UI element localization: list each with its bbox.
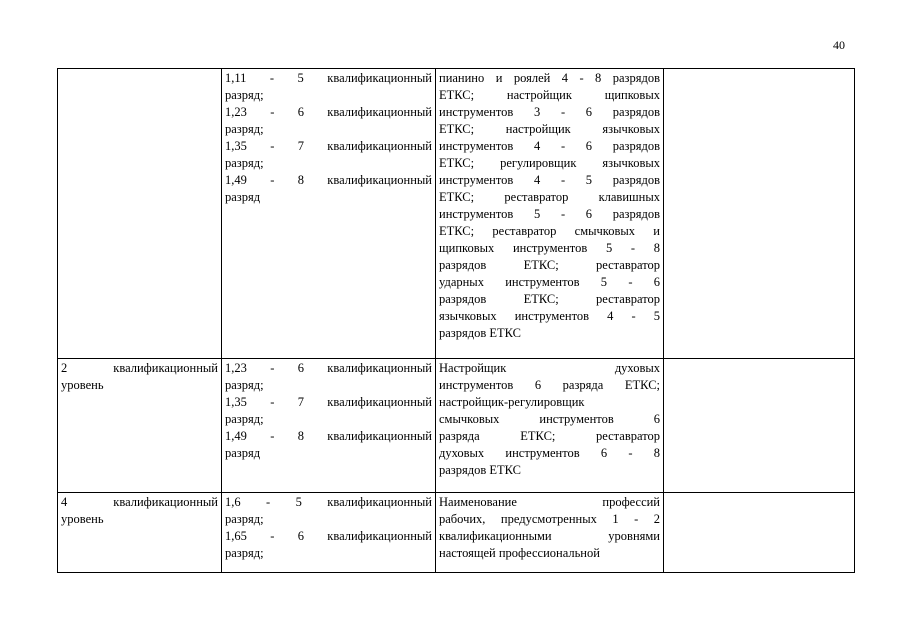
professions-cell: [436, 359, 664, 493]
cell-text-line: 2 квалификационный: [61, 361, 218, 375]
cell-text-line: настоящей профессиональной: [439, 546, 600, 560]
cell-text-line: разрядов ЕТКС: [439, 326, 522, 340]
notes-cell: [664, 359, 855, 493]
salary-ratio-cell: [222, 359, 436, 493]
professions-cell: [436, 493, 664, 573]
cell-text-line: 1,65 - 6 квалификационный: [225, 529, 432, 543]
cell-text-line: разряд;: [225, 546, 264, 560]
cell-text-line: инструментов 5 - 6 разрядов: [439, 207, 660, 221]
cell-text-line: инструментов 4 - 6 разрядов: [439, 139, 660, 153]
cell-text-line: 1,35 - 7 квалификационный: [225, 395, 432, 409]
cell-text-line: инструментов 6 разряда ЕТКС;: [439, 378, 660, 392]
table-row: [58, 493, 855, 573]
cell-text-line: квалификационными уровнями: [439, 529, 660, 543]
cell-text-line: щипковых инструментов 5 - 8: [439, 241, 660, 255]
cell-text-line: 4 квалификационный: [61, 495, 218, 509]
salary-ratio-cell: [222, 493, 436, 573]
notes-cell: [664, 69, 855, 359]
cell-text-line: разрядов ЕТКС; реставратор: [439, 292, 660, 306]
cell-text-line: ЕТКС; регулировщик язычковых: [439, 156, 660, 170]
cell-text-line: разрядов ЕТКС; реставратор: [439, 258, 660, 272]
cell-text-line: разряд;: [225, 156, 264, 170]
qualification-level-cell: [58, 69, 222, 359]
cell-text-line: инструментов 4 - 5 разрядов: [439, 173, 660, 187]
cell-text-line: 1,35 - 7 квалификационный: [225, 139, 432, 153]
notes-cell: [664, 493, 855, 573]
cell-text-line: разряд;: [225, 88, 264, 102]
salary-ratio-cell: [222, 69, 436, 359]
cell-text-line: разряд;: [225, 122, 264, 136]
cell-text-line: ЕТКС; настройщик язычковых: [439, 122, 660, 136]
cell-text-line: духовых инструментов 6 - 8: [439, 446, 660, 460]
cell-text-line: уровень: [61, 512, 104, 526]
cell-text-line: 1,6 - 5 квалификационный: [225, 495, 432, 509]
cell-text-line: разряд: [225, 446, 261, 460]
cell-text-line: разряда ЕТКС; реставратор: [439, 429, 660, 443]
cell-text-line: ударных инструментов 5 - 6: [439, 275, 660, 289]
page-number: 40: [833, 38, 845, 52]
cell-text-line: язычковых инструментов 4 - 5: [439, 309, 660, 323]
cell-text-line: 1,23 - 6 квалификационный: [225, 361, 432, 375]
cell-text-line: рабочих, предусмотренных 1 - 2: [439, 512, 660, 526]
cell-text-line: ЕТКС; настройщик щипковых: [439, 88, 660, 102]
cell-text-line: пианино и роялей 4 - 8 разрядов: [439, 71, 660, 85]
cell-text-line: Наименование профессий: [439, 495, 660, 509]
cell-text-line: Настройщик духовых: [439, 361, 660, 375]
cell-text-line: разряд;: [225, 378, 264, 392]
cell-text-line: разряд;: [225, 512, 264, 526]
table-row: [58, 359, 855, 493]
cell-text-line: 1,23 - 6 квалификационный: [225, 105, 432, 119]
cell-text-line: разряд;: [225, 412, 264, 426]
cell-text-line: инструментов 3 - 6 разрядов: [439, 105, 660, 119]
cell-text-line: 1,49 - 8 квалификационный: [225, 429, 432, 443]
professions-cell: [436, 69, 664, 359]
cell-text-line: разрядов ЕТКС: [439, 463, 522, 477]
cell-text-line: ЕТКС; реставратор смычковых и: [439, 224, 660, 238]
cell-text-line: ЕТКС; реставратор клавишных: [439, 190, 660, 204]
cell-text-line: уровень: [61, 378, 104, 392]
table-row: [58, 69, 855, 359]
table-body: [58, 69, 855, 573]
cell-text-line: 1,11 - 5 квалификационный: [225, 71, 432, 85]
cell-text-line: разряд: [225, 190, 261, 204]
cell-text-line: смычковых инструментов 6: [439, 412, 660, 426]
cell-text-line: настройщик-регулировщик: [439, 395, 585, 409]
cell-text-line: 1,49 - 8 квалификационный: [225, 173, 432, 187]
qualification-level-cell: [58, 359, 222, 493]
qualification-level-cell: [58, 493, 222, 573]
qualification-table: [57, 68, 855, 573]
